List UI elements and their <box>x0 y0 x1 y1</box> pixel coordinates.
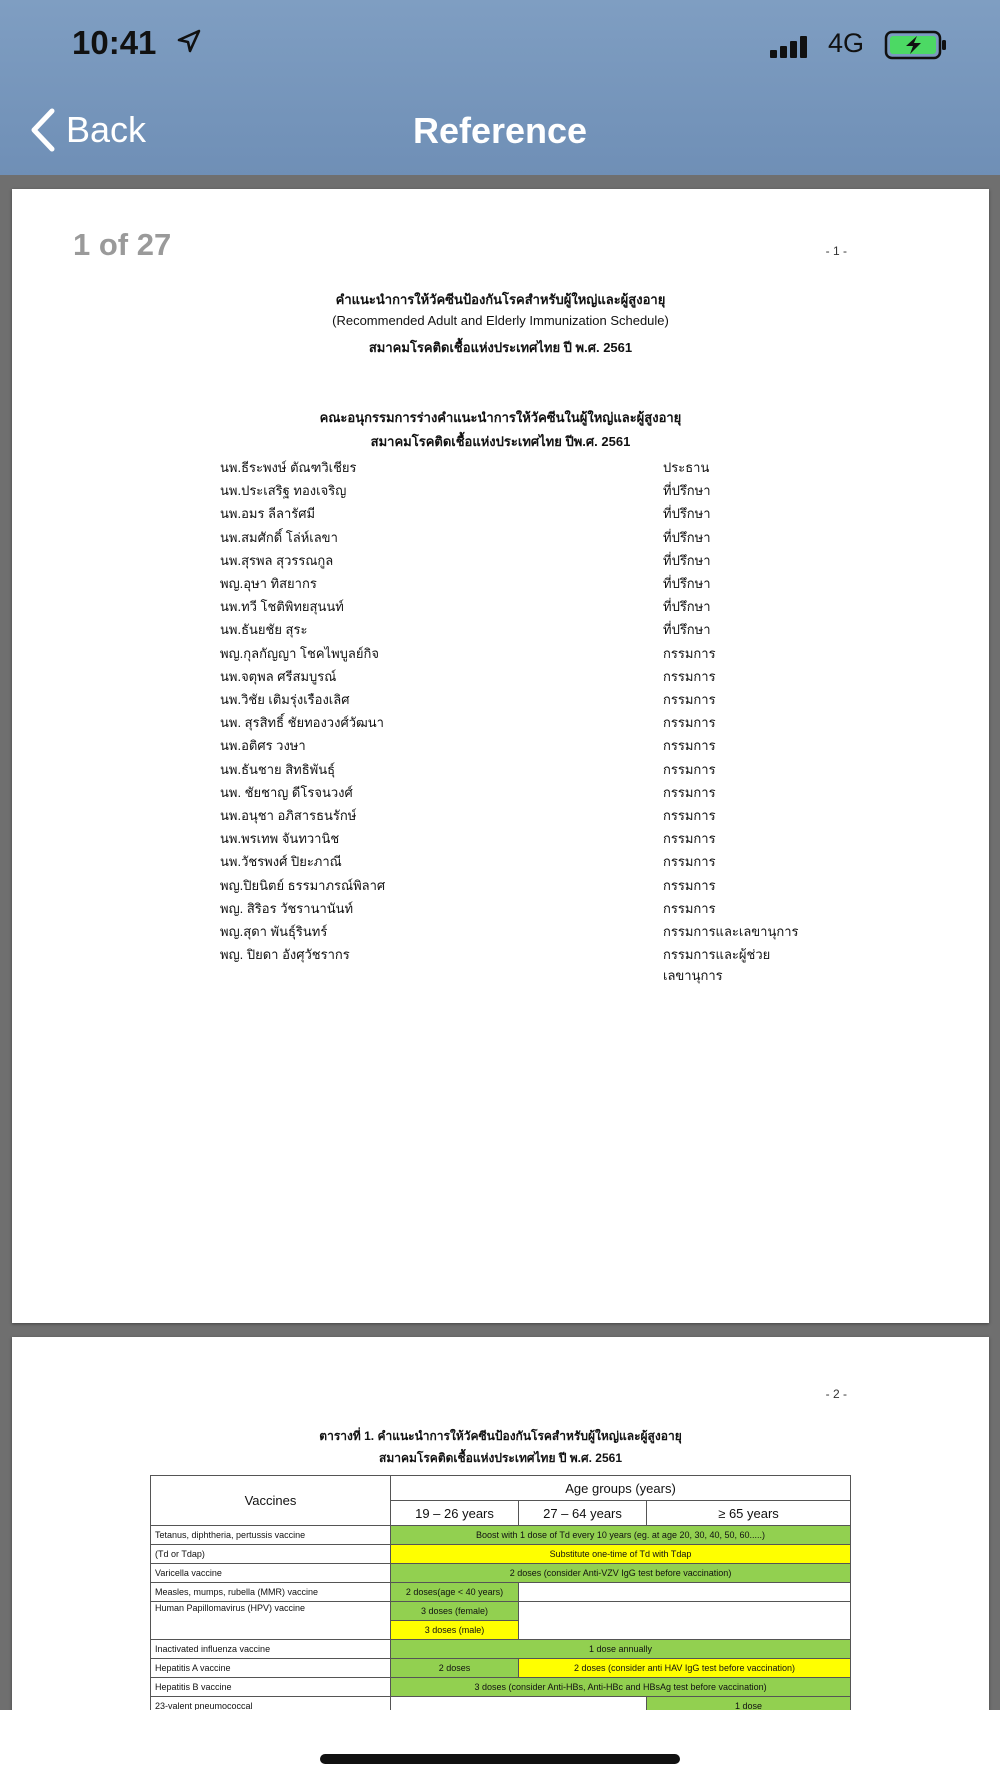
member-name: พญ. ปิยดา อังศุวัชรากร <box>220 947 350 963</box>
schedule-cell: Substitute one-time of Td with Tdap <box>391 1545 851 1564</box>
committee-member-row <box>220 457 810 479</box>
member-name: พญ.ปิยนิตย์ ธรรมาภรณ์พิลาศ <box>220 877 386 893</box>
back-label: Back <box>66 109 147 150</box>
committee-member-row <box>220 480 810 502</box>
member-role: ที่ปรึกษา <box>663 529 711 545</box>
schedule-cell: 1 dose annually <box>391 1640 851 1659</box>
committee-member-row <box>220 550 810 572</box>
page-number: - 1 - <box>825 244 847 258</box>
member-name: นพ.สุรพล สุวรรณกูล <box>220 552 334 568</box>
pdf-viewer[interactable] <box>0 175 1000 1710</box>
member-name: นพ. สุรสิทธิ์ ชัยทองวงศ์วัฒนา <box>220 715 384 731</box>
page-indicator: 1 of 27 <box>73 227 172 262</box>
vaccine-name-hepatitis-b: Hepatitis B vaccine <box>151 1678 391 1697</box>
committee-member-row <box>220 875 810 897</box>
committee-subtitle: สมาคมโรคติดเชื้อแห่งประเทศไทย ปีพ.ศ. 2561 <box>370 434 631 449</box>
member-name: พญ. สิริอร วัชรานานันท์ <box>220 900 354 916</box>
schedule-cell: 3 doses (consider Anti-HBs, Anti-HBc and HBsAg test before vaccination) <box>391 1678 851 1697</box>
member-role: กรรมการ <box>663 784 716 800</box>
member-role: ที่ปรึกษา <box>663 599 711 615</box>
member-role: ประธาน <box>663 460 710 475</box>
bottom-bar <box>0 1710 1000 1778</box>
member-name: พญ.กุลกัญญา โชคไพบูลย์กิจ <box>220 645 379 661</box>
battery-charging-icon <box>884 30 948 60</box>
vaccine-name-influenza: Inactivated influenza vaccine <box>151 1640 391 1659</box>
member-role: ที่ปรึกษา <box>663 576 711 591</box>
committee-member-row <box>220 527 810 549</box>
member-role: กรรมการ <box>663 854 716 870</box>
member-role: กรรมการ <box>663 738 716 754</box>
location-arrow-icon <box>176 28 202 54</box>
member-role: กรรมการ <box>663 692 716 707</box>
committee-member-row <box>220 759 810 781</box>
committee-member-row <box>220 596 810 618</box>
vaccine-name-varicella: Varicella vaccine <box>151 1564 391 1583</box>
member-role: ที่ปรึกษา <box>663 552 711 568</box>
member-name: นพ.ธันยชัย สุระ <box>220 622 308 638</box>
pdf-page-2 <box>12 1337 989 1710</box>
member-role: ที่ปรึกษา <box>663 506 711 522</box>
member-role: กรรมการ <box>663 645 716 661</box>
empty-cell <box>519 1602 851 1640</box>
committee-member-row <box>220 851 810 873</box>
member-role: กรรมการและเลขานุการ <box>663 924 799 939</box>
member-role: กรรมการ <box>663 831 716 847</box>
vaccine-name-hepatitis-a: Hepatitis A vaccine <box>151 1659 391 1678</box>
status-time: 10:41 <box>72 24 157 61</box>
member-name: พญ.อุษา ทิสยากร <box>220 576 317 591</box>
committee-title: คณะอนุกรรมการร่างคำแนะนำการให้วัคซีนในผู้ใหญ่และผู้สูงอายุ <box>319 410 682 425</box>
schedule-cell: 2 doses <box>391 1659 519 1678</box>
vaccine-name-tdap: Tetanus, diphtheria, pertussis vaccine <box>151 1526 391 1545</box>
doc-title-english: (Recommended Adult and Elderly Immunization Schedule) <box>332 313 669 328</box>
committee-member-row <box>220 666 810 688</box>
member-name: นพ.ทวี โชติพิทยสุนนท์ <box>220 599 344 615</box>
committee-member-row <box>220 573 810 595</box>
committee-member-row <box>220 944 810 984</box>
committee-member-row <box>220 921 810 943</box>
member-role: กรรมการและผู้ช่วยเลขานุการ <box>663 947 771 984</box>
schedule-cell: 2 doses(age < 40 years) <box>391 1583 519 1602</box>
member-name: นพ.วัชรพงศ์ ปิยะภาณี <box>220 854 342 870</box>
member-role: กรรมการ <box>663 715 716 731</box>
member-name: นพ.ธีระพงษ์ ตัณฑวิเชียร <box>220 460 357 475</box>
member-name: พญ.สุดา พันธุ์รินทร์ <box>220 924 328 939</box>
header-vaccines: Vaccines <box>151 1476 391 1526</box>
vaccine-name-mmr: Measles, mumps, rubella (MMR) vaccine <box>151 1583 391 1602</box>
member-name: นพ.อมร ลีลารัศมี <box>220 506 316 522</box>
member-role: ที่ปรึกษา <box>663 483 711 499</box>
vaccine-name-hpv: Human Papillomavirus (HPV) vaccine <box>151 1602 391 1640</box>
committee-member-row <box>220 735 810 757</box>
schedule-cell: 2 doses (consider anti HAV IgG test before vaccination) <box>519 1659 851 1678</box>
schedule-cell: 3 doses (male) <box>391 1621 519 1640</box>
top-bar <box>0 0 1000 175</box>
header-age-19-26: 19 – 26 years <box>391 1501 519 1526</box>
member-name: นพ.สมศักดิ์ โล่ห์เลขา <box>220 529 338 545</box>
member-name: นพ. ชัยชาญ ดีโรจนวงศ์ <box>220 784 353 800</box>
member-name: นพ.อติศร วงษา <box>220 738 306 754</box>
schedule-cell: 1 dose <box>647 1697 851 1711</box>
member-name: นพ.วิชัย เติมรุ่งเรืองเลิศ <box>220 692 350 707</box>
member-role: กรรมการ <box>663 877 716 893</box>
member-role: กรรมการ <box>663 761 716 777</box>
pdf-page-1 <box>12 189 989 1323</box>
committee-member-row <box>220 828 810 850</box>
committee-member-row <box>220 805 810 827</box>
member-name: นพ.ประเสริฐ ทองเจริญ <box>220 483 347 499</box>
member-role: ที่ปรึกษา <box>663 622 711 638</box>
header-age-27-64: 27 – 64 years <box>519 1501 647 1526</box>
committee-member-row <box>220 619 810 641</box>
member-name: นพ.จตุพล ศรีสมบูรณ์ <box>220 668 337 684</box>
member-role: กรรมการ <box>663 900 716 916</box>
doc-title-thai: คำแนะนำการให้วัคซีนป้องกันโรคสำหรับผู้ใหญ่และผู้สูงอายุ <box>335 292 666 307</box>
empty-cell <box>519 1583 851 1602</box>
schedule-cell: 3 doses (female) <box>391 1602 519 1621</box>
empty-cell <box>391 1697 647 1711</box>
table-subtitle: สมาคมโรคติดเชื้อแห่งประเทศไทย ปี พ.ศ. 2561 <box>379 1451 622 1465</box>
member-role: กรรมการ <box>663 668 716 684</box>
committee-member-row <box>220 782 810 804</box>
schedule-cell: 2 doses (consider Anti-VZV IgG test before vaccination) <box>391 1564 851 1583</box>
network-type: 4G <box>828 28 865 58</box>
member-name: นพ.พรเทพ จันทวานิช <box>220 831 340 847</box>
member-name: นพ.ธันชาย สิทธิพันธุ์ <box>220 761 336 777</box>
committee-member-row <box>220 712 810 734</box>
header-age-groups: Age groups (years) <box>391 1476 851 1501</box>
vaccine-name-pneumococcal: 23-valent pneumococcal <box>151 1697 391 1711</box>
committee-member-row <box>220 503 810 525</box>
page-number: - 2 - <box>825 1387 847 1401</box>
committee-member-row <box>220 898 810 920</box>
member-name: นพ.อนุชา อภิสารธนรักษ์ <box>220 808 357 823</box>
home-indicator[interactable] <box>320 1754 680 1764</box>
committee-member-row <box>220 643 810 665</box>
member-role: กรรมการ <box>663 808 716 823</box>
nav-title: Reference <box>412 110 588 151</box>
doc-title-society: สมาคมโรคติดเชื้อแห่งประเทศไทย ปี พ.ศ. 2561 <box>368 340 633 355</box>
committee-member-row <box>220 689 810 711</box>
vaccine-name-tdap-sub: (Td or Tdap) <box>151 1545 391 1564</box>
header-age-65-plus: ≥ 65 years <box>647 1501 851 1526</box>
vaccine-schedule-table <box>150 1475 851 1710</box>
table-title: ตารางที่ 1. คำแนะนำการให้วัคซีนป้องกันโรคสำหรับผู้ใหญ่และผู้สูงอายุ <box>319 1429 682 1443</box>
signal-strength-icon <box>770 36 816 58</box>
schedule-cell: Boost with 1 dose of Td every 10 years (eg. at age 20, 30, 40, 50, 60.....) <box>391 1526 851 1545</box>
